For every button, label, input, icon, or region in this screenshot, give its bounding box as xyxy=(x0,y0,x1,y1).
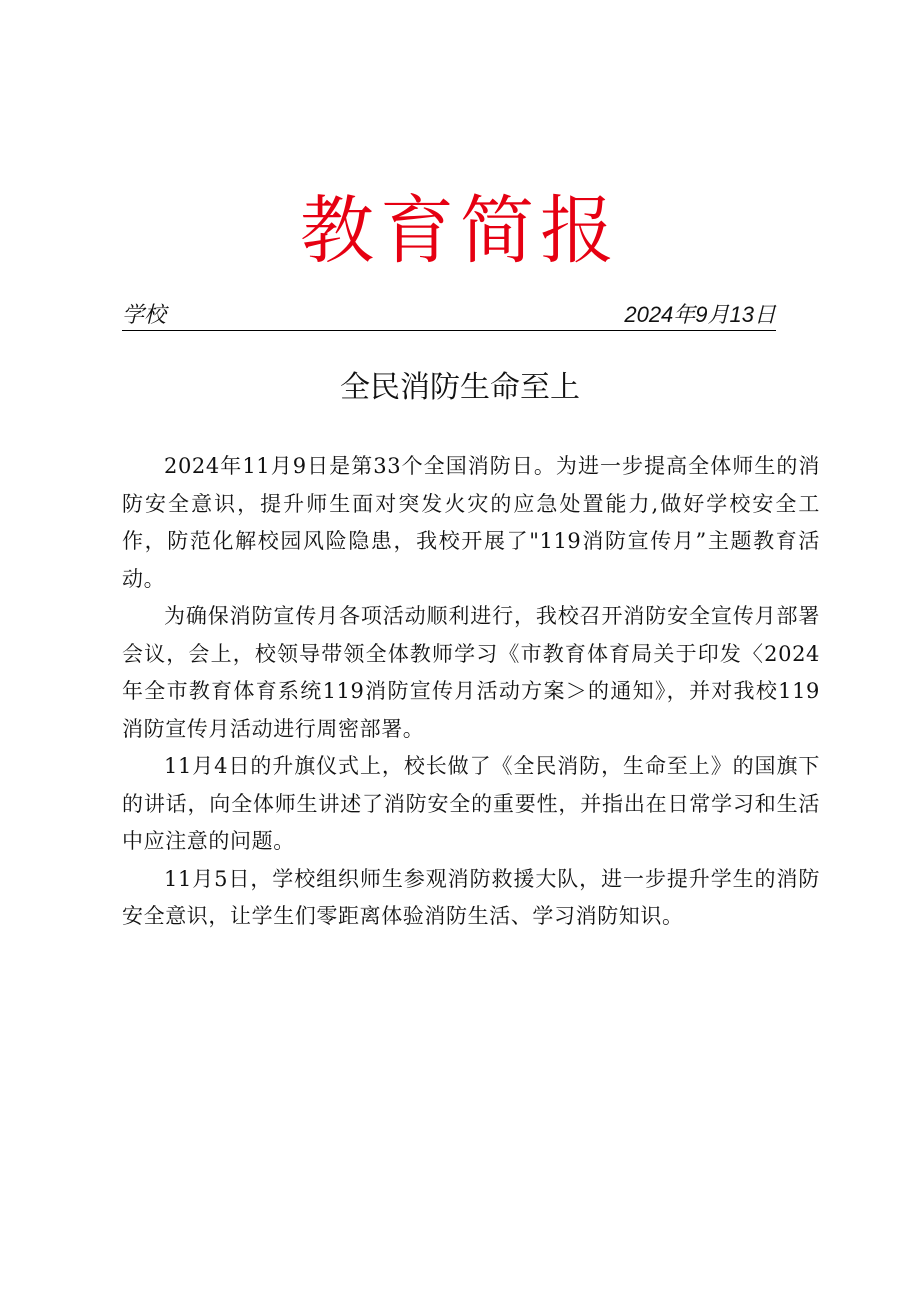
paragraph: 为确保消防宣传月各项活动顺利进行，我校召开消防安全宣传月部署会议，会上，校领导带领全体教师学习《市教育体育局关于印发〈2024年全市教育体育系统119消防宣传月活动方案＞的通知》，并对我校119消防宣传月活动进行周密部署。 xyxy=(122,604,820,741)
paragraph: 2024年11月9日是第33个全国消防日。为进一步提高全体师生的消防安全意识，提升师生面对突发火灾的应急处置能力,做好学校安全工作，防范化解校园风险隐患，我校开展了"119消防宣传月”主题教育活动。 xyxy=(122,454,820,591)
paragraph: 11月5日，学校组织师生参观消防救援大队，进一步提升学生的消防安全意识，让学生们零距离体验消防生活、学习消防知识。 xyxy=(122,866,820,928)
school-label: 学校 xyxy=(122,302,167,327)
masthead-title: 教育简报 xyxy=(300,188,620,274)
article-body xyxy=(122,448,820,936)
issue-date: 2024年9月13日 xyxy=(624,302,776,327)
paragraph: 11月4日的升旗仪式上，校长做了《全民消防，生命至上》的国旗下的讲话，向全体师生讲述了消防安全的重要性，并指出在日常学习和生活中应注意的问题。 xyxy=(122,754,820,853)
header-meta-line xyxy=(122,300,776,331)
article-title: 全民消防生命至上 xyxy=(340,370,580,405)
